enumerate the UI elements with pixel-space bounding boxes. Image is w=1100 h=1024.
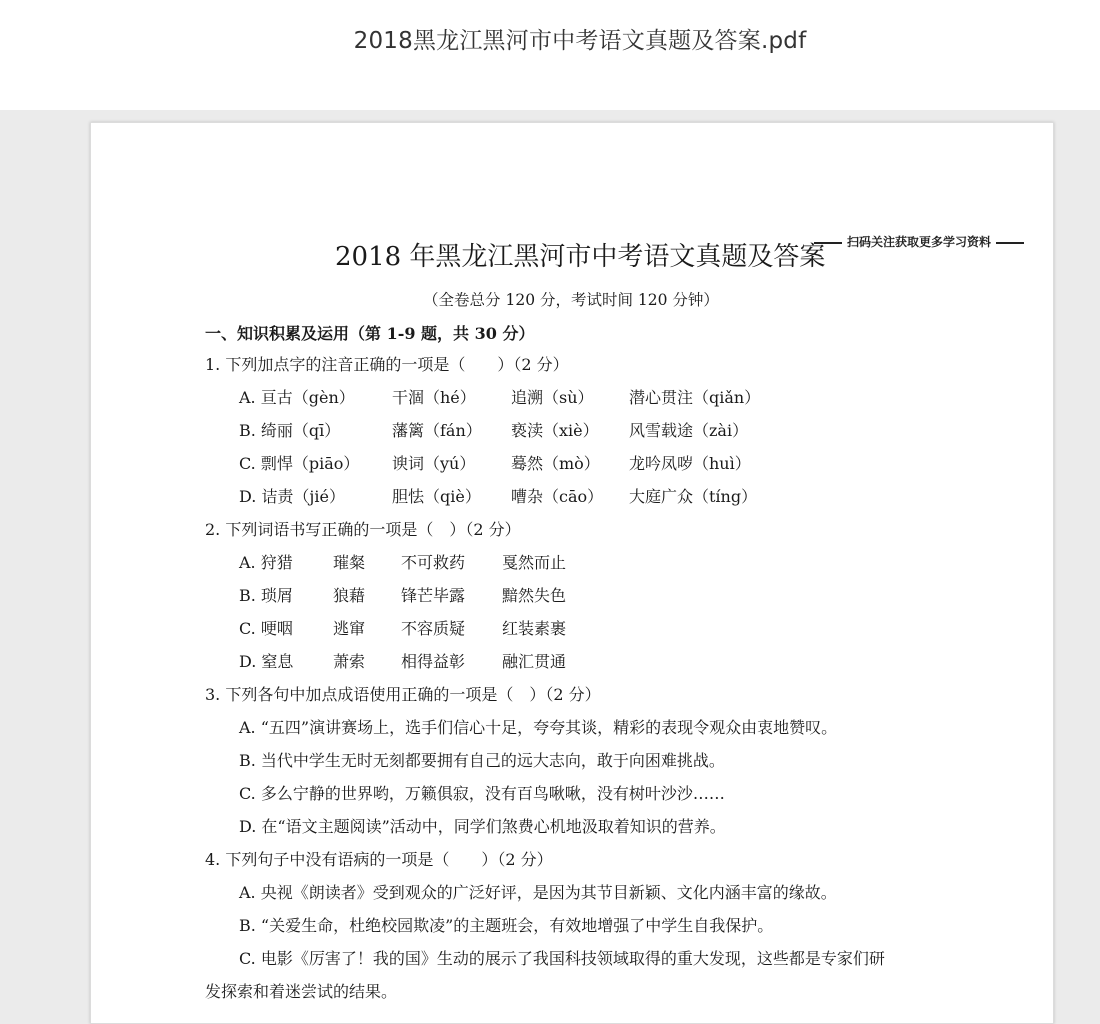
- q2-d-col2: 萧索: [333, 652, 366, 671]
- question-4-option-b: B. “关爱生命，杜绝校园欺凌”的主题班会，有效地增强了中学生自我保护。: [239, 916, 774, 935]
- q1-a-col3: 追溯（sù）: [511, 388, 594, 407]
- q1-c-col3: 蓦然（mò）: [511, 454, 600, 473]
- question-2-stem: 2. 下列词语书写正确的一项是（ ）（2 分）: [205, 520, 521, 539]
- q2-c-col2: 逃窜: [333, 619, 366, 638]
- q1-b-col3: 亵渎（xiè）: [511, 421, 599, 440]
- q2-a-col4: 戛然而止: [502, 553, 567, 572]
- q1-b-col1: B. 绮丽（qī）: [239, 421, 341, 440]
- q1-c-col4: 龙吟凤哕（huì）: [629, 454, 751, 473]
- file-title: 2018黑龙江黑河市中考语文真题及答案.pdf: [353, 28, 807, 54]
- q1-c-col2: 谀词（yú）: [392, 454, 476, 473]
- question-3-stem: 3. 下列各句中加点成语使用正确的一项是（ ）（2 分）: [205, 685, 601, 704]
- question-4-stem: 4. 下列句子中没有语病的一项是（ ）（2 分）: [205, 850, 553, 869]
- watermark: [809, 233, 1029, 250]
- q2-b-col2: 狼藉: [333, 586, 366, 605]
- question-3-option-c: C. 多么宁静的世界哟，万籁俱寂，没有百鸟啾啾，没有树叶沙沙……: [239, 784, 725, 803]
- watermark-text: 扫码关注获取更多学习资料: [847, 235, 992, 249]
- q2-a-col2: 璀粲: [333, 553, 366, 572]
- section-heading: 一、知识积累及运用（第 1-9 题，共 30 分）: [205, 324, 535, 343]
- question-4-option-c-continued: 发探索和着迷尝试的结果。: [205, 982, 398, 1001]
- question-3-option-b: B. 当代中学生无时无刻都要拥有自己的远大志向，敢于向困难挑战。: [239, 751, 725, 770]
- q1-d-col4: 大庭广众（tíng）: [629, 487, 758, 506]
- question-1-stem: 1. 下列加点字的注音正确的一项是（ ）（2 分）: [205, 355, 569, 374]
- q2-b-col1: B. 琐屑: [239, 586, 293, 605]
- q2-c-col3: 不容质疑: [401, 619, 466, 638]
- q2-c-col1: C. 哽咽: [239, 619, 293, 638]
- q2-d-col3: 相得益彰: [401, 652, 466, 671]
- question-3-option-a: A. “五四”演讲赛场上，选手们信心十足，夸夸其谈，精彩的表现令观众由衷地赞叹。: [239, 718, 838, 737]
- q2-a-col1: A. 狩猎: [239, 553, 293, 572]
- document-subtitle: （全卷总分 120 分，考试时间 120 分钟）: [423, 291, 719, 309]
- q2-b-col4: 黯然失色: [502, 586, 567, 605]
- q2-d-col4: 融汇贯通: [502, 652, 567, 671]
- question-4-option-c: C. 电影《厉害了！我的国》生动的展示了我国科技领域取得的重大发现，这些都是专家们研: [239, 949, 885, 968]
- q2-a-col3: 不可救药: [401, 553, 466, 572]
- q1-d-col3: 嘈杂（cāo）: [511, 487, 604, 506]
- q1-d-col2: 胆怯（qiè）: [392, 487, 481, 506]
- q1-a-col2: 干涸（hé）: [392, 388, 476, 407]
- q1-d-col1: D. 诘责（jié）: [239, 487, 345, 506]
- q2-c-col4: 红装素裹: [502, 619, 567, 638]
- viewer-header: [0, 0, 1100, 110]
- question-4-option-a: A. 央视《朗读者》受到观众的广泛好评，是因为其节目新颖、文化内涵丰富的缘故。: [239, 883, 837, 902]
- document-title: 2018 年黑龙江黑河市中考语文真题及答案: [335, 242, 826, 272]
- q1-a-col4: 潜心贯注（qiǎn）: [629, 388, 761, 407]
- q1-c-col1: C. 剽悍（piāo）: [239, 454, 360, 473]
- watermark-dash-right: [996, 242, 1024, 244]
- question-3-option-d: D. 在“语文主题阅读”活动中，同学们煞费心机地汲取着知识的营养。: [239, 817, 726, 836]
- q1-b-col4: 风雪载途（zài）: [629, 421, 749, 440]
- q2-b-col3: 锋芒毕露: [401, 586, 466, 605]
- pdf-page: [90, 122, 1054, 1024]
- q1-a-col1: A. 亘古（gèn）: [239, 388, 355, 407]
- q1-b-col2: 藩篱（fán）: [392, 421, 482, 440]
- q2-d-col1: D. 窒息: [239, 652, 294, 671]
